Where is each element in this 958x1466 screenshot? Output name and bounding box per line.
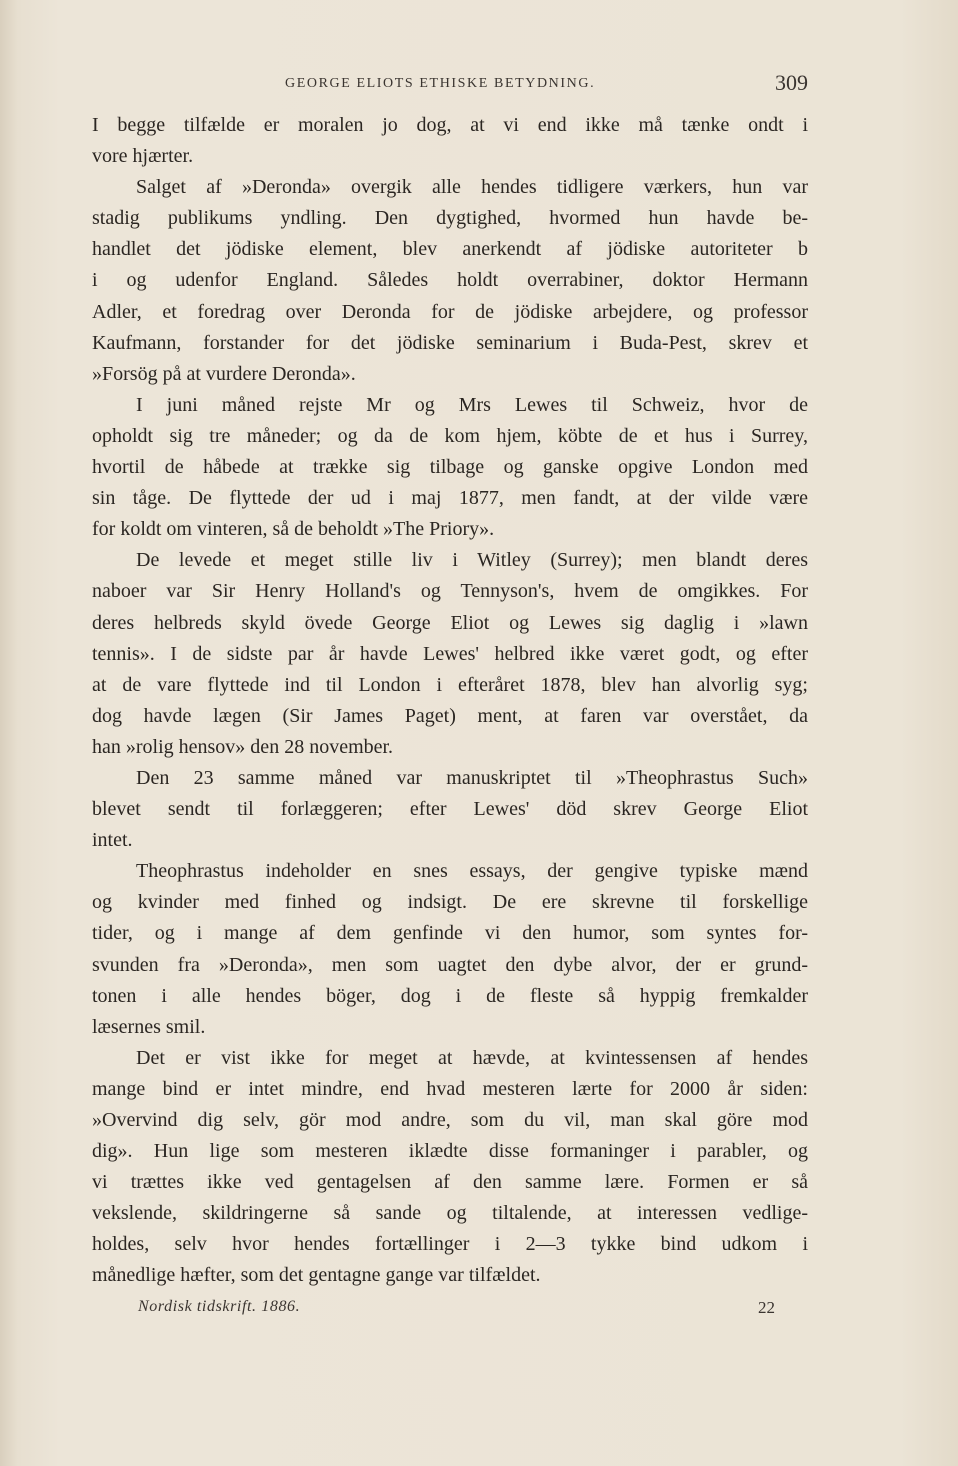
text-line: månedlige hæfter, som det gentagne gange var tilfældet. bbox=[92, 1264, 541, 1287]
text-line: mange bind er intet mindre, end hvad mesteren lærte for 2000 år siden: bbox=[92, 1077, 808, 1100]
text-line: at de vare flyttede ind til London i efteråret 1878, blev han alvorlig syg; bbox=[92, 673, 808, 696]
body-text bbox=[92, 110, 808, 1292]
text-line: i og udenfor England. Således holdt overrabiner, doktor Hermann bbox=[92, 269, 808, 292]
text-line: vore hjærter. bbox=[92, 145, 194, 168]
text-line: naboer var Sir Henry Holland's og Tennyson's, hvem de omgikkes. For bbox=[92, 580, 808, 603]
text-line: »Overvind dig selv, gör mod andre, som du vil, man skal göre mod bbox=[92, 1109, 808, 1131]
text-line: Salget af »Deronda» overgik alle hendes tidligere værkers, hun var bbox=[136, 176, 808, 199]
text-line: blevet sendt til forlæggeren; efter Lewes' död skrev George Eliot bbox=[92, 798, 808, 821]
text-line: vi trættes ikke ved gentagelsen af den samme lære. Formen er så bbox=[92, 1171, 808, 1194]
text-line: handlet det jödiske element, blev anerkendt af jödiske autoriteter b bbox=[92, 238, 808, 261]
text-line: holdes, selv hvor hendes fortællinger i 2—3 tykke bind udkom i bbox=[92, 1233, 808, 1256]
text-line: hvortil de håbede at trække sig tilbage og ganske opgive London med bbox=[92, 456, 808, 479]
text-line: tonen i alle hendes böger, dog i de fleste så hyppig fremkalder bbox=[92, 984, 808, 1007]
text-line: I juni måned rejste Mr og Mrs Lewes til Schweiz, hvor de bbox=[136, 393, 808, 416]
running-head bbox=[92, 70, 808, 100]
text-line: svunden fra »Deronda», men som uagtet den dybe alvor, der er grund- bbox=[92, 953, 808, 976]
page-number: 309 bbox=[775, 70, 808, 95]
signature-mark: 22 bbox=[758, 1298, 775, 1317]
running-title: GEORGE ELIOTS ETHISKE BETYDNING. bbox=[285, 76, 596, 91]
text-line: Theophrastus indeholder en snes essays, der gengive typiske mænd bbox=[136, 860, 808, 883]
text-line: stadig publikums yndling. Den dygtighed, hvormed hun havde be- bbox=[92, 207, 808, 230]
text-line: I begge tilfælde er moralen jo dog, at vi end ikke må tænke ondt i bbox=[92, 114, 808, 136]
text-line: sin tåge. De flyttede der ud i maj 1877, men fandt, at der vilde være bbox=[92, 487, 808, 510]
text-line: tider, og i mange af dem genfinde vi den humor, som syntes for- bbox=[92, 922, 808, 945]
footer-source: Nordisk tidskrift. 1886. bbox=[138, 1298, 301, 1315]
text-line: for koldt om vinteren, så de beholdt »The Priory». bbox=[92, 518, 495, 541]
text-line: opholdt sig tre måneder; og da de kom hjem, köbte de et hus i Surrey, bbox=[92, 424, 808, 447]
text-line: Det er vist ikke for meget at hævde, at kvintessensen af hendes bbox=[136, 1046, 808, 1069]
text-line: dog havde lægen (Sir James Paget) ment, at faren var overstået, da bbox=[92, 704, 808, 727]
text-line: vekslende, skildringerne så sande og tiltalende, at interessen vedlige- bbox=[92, 1202, 808, 1225]
text-line: Adler, et foredrag over Deronda for de jödiske arbejdere, og professor bbox=[92, 300, 808, 323]
text-line: »Forsög på at vurdere Deronda». bbox=[92, 362, 356, 385]
text-line: læsernes smil. bbox=[92, 1015, 206, 1038]
text-line: deres helbreds skyld övede George Eliot og Lewes sig daglig i »lawn bbox=[92, 611, 808, 634]
text-line: dig». Hun lige som mesteren iklædte disse formaninger i parabler, og bbox=[92, 1140, 808, 1163]
text-line: tennis». I de sidste par år havde Lewes' helbred ikke været godt, og efter bbox=[92, 642, 808, 665]
footer bbox=[138, 1298, 775, 1326]
text-line: og kvinder med finhed og indsigt. De ere skrevne til forskellige bbox=[92, 891, 808, 914]
text-line: han »rolig hensov» den 28 november. bbox=[92, 735, 394, 758]
text-line: intet. bbox=[92, 829, 133, 852]
text-line: Den 23 samme måned var manuskriptet til »Theophrastus Such» bbox=[136, 766, 808, 789]
text-line: De levede et meget stille liv i Witley (Surrey); men blandt deres bbox=[136, 549, 808, 572]
text-line: Kaufmann, forstander for det jödiske seminarium i Buda-Pest, skrev et bbox=[92, 331, 808, 354]
